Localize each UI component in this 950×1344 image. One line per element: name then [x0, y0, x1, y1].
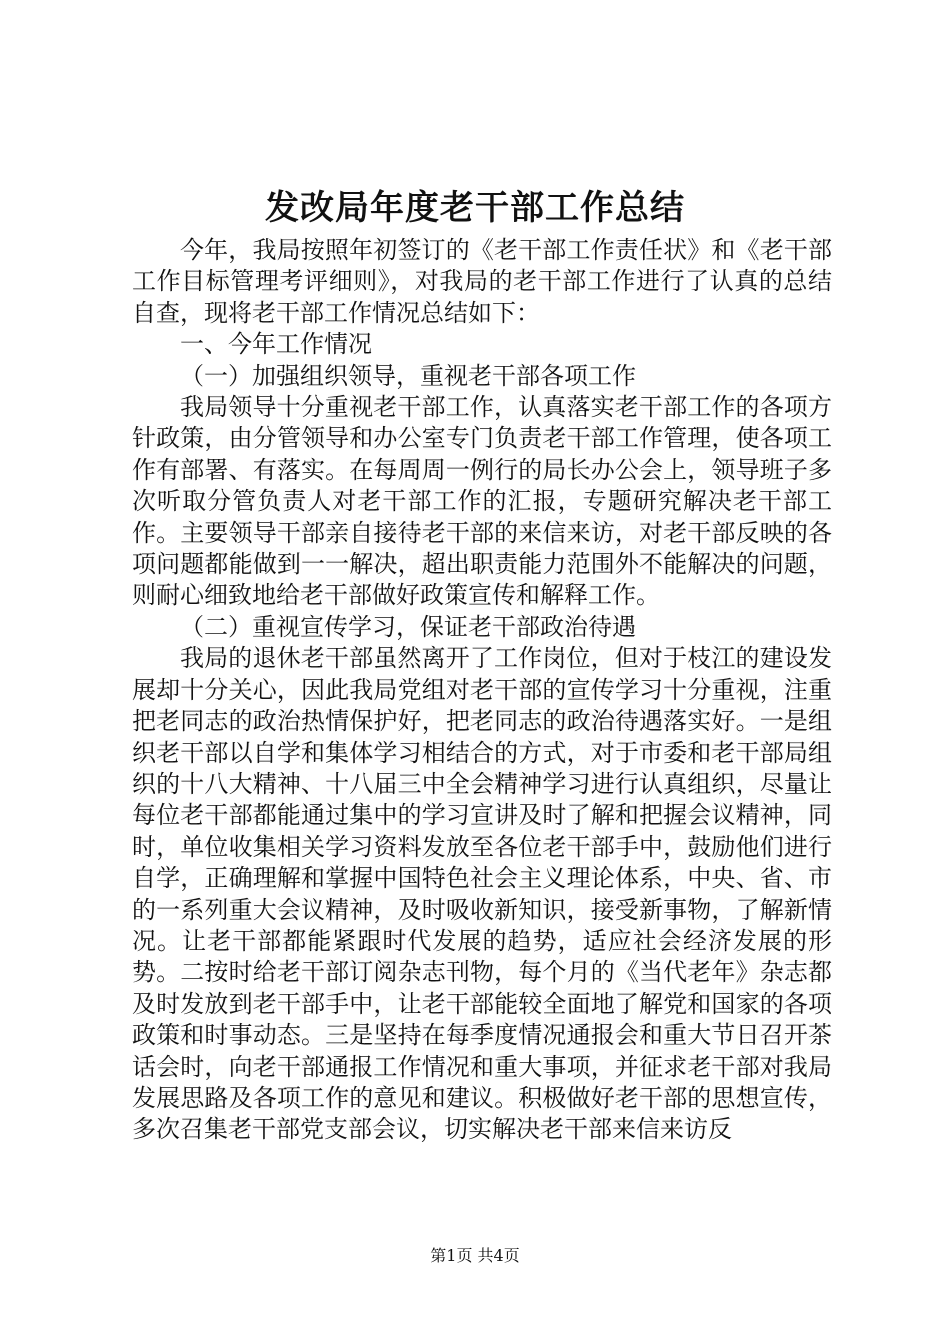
- body-paragraph-1: 我局领导十分重视老干部工作，认真落实老干部工作的各项方针政策，由分管领导和办公室专门负责老干部工作管理，使各项工作有部署、有落实。在每周周一例行的局长办公会上，领导班子多次听取分管负责人对老干部工作的汇报，专题研究解决老干部工作。主要领导干部亲自接待老干部的来信来访，对老干部反映的各项问题都能做到一一解决，超出职责能力范围外不能解决的问题，则耐心细致地给老干部做好政策宣传和解释工作。: [132, 393, 832, 610]
- body-paragraph-2: 我局的退休老干部虽然离开了工作岗位，但对于枝江的建设发展却十分关心，因此我局党组对老干部的宣传学习十分重视，注重把老同志的政治热情保护好，把老同志的政治待遇落实好。一是组织老干部以自学和集体学习相结合的方式，对于市委和老干部局组织的十八大精神、十八届三中全会精神学习进行认真组织，尽量让每位老干部都能通过集中的学习宣讲及时了解和把握会议精神，同时，单位收集相关学习资料发放至各位老干部手中，鼓励他们进行自学，正确理解和掌握中国特色社会主义理论体系，中央、省、市的一系列重大会议精神，及时吸收新知识，接受新事物，了解新情况。让老干部都能紧跟时代发展的趋势，适应社会经济发展的形势。二按时给老干部订阅杂志刊物，每个月的《当代老年》杂志都及时发放到老干部手中，让老干部能较全面地了解党和国家的各项政策和时事动态。三是坚持在每季度情况通报会和重大节日召开茶话会时，向老干部通报工作情况和重大事项，并征求老干部对我局发展思路及各项工作的意见和建议。积极做好老干部的思想宣传，多次召集老干部党支部会议，切实解决老干部来信来访反: [132, 644, 832, 1144]
- subsection-heading-2: （二）重视宣传学习，保证老干部政治待遇: [180, 612, 636, 641]
- document-body: [132, 235, 832, 1146]
- document-title: 发改局年度老干部工作总结: [265, 188, 685, 228]
- subsection-heading-1: （一）加强组织领导，重视老干部各项工作: [180, 361, 636, 390]
- intro-paragraph: 今年，我局按照年初签订的《老干部工作责任状》和《老干部工作目标管理考评细则》，对我局的老干部工作进行了认真的总结自查，现将老干部工作情况总结如下：: [132, 236, 832, 327]
- page-footer: 第1页 共4页: [430, 1246, 520, 1265]
- section-heading: 一、今年工作情况: [180, 330, 372, 359]
